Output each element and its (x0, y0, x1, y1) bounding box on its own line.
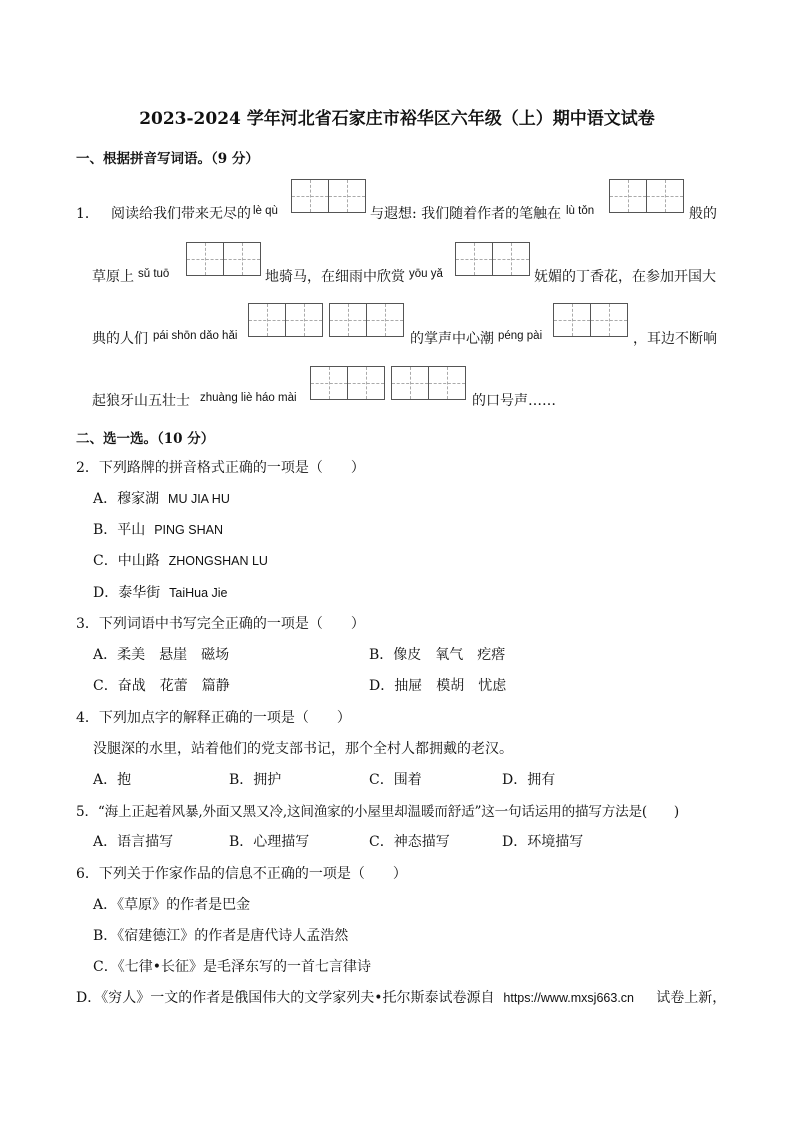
answer-cell[interactable] (328, 179, 366, 213)
answer-cell[interactable] (646, 179, 684, 213)
pinyin: lù tǒn (566, 205, 595, 217)
question-text: ，耳边不断响 (633, 331, 717, 347)
answer-box-group[interactable] (291, 179, 364, 213)
answer-box-group[interactable] (186, 242, 259, 276)
option-a[interactable]: A．《草原》的作者是巴金 (93, 897, 251, 913)
option-d[interactable]: D．泰华街 TaiHua Jie (93, 585, 228, 601)
answer-cell[interactable] (347, 366, 385, 400)
answer-cell[interactable] (455, 242, 493, 276)
question-text: 妩媚的丁香花，在参加开国大 (534, 269, 716, 285)
option-c[interactable]: C．神态描写 (369, 834, 450, 850)
question-text: 起狼牙山五壮士 (92, 393, 190, 409)
section-heading-2: 二、选一选。（10 分） (76, 431, 215, 447)
question-text: 地骑马，在细雨中欣赏 (265, 269, 405, 285)
answer-cell[interactable] (553, 303, 591, 337)
source-link[interactable]: https://www.mxsj663.cn (503, 991, 634, 1005)
option-a[interactable]: A．抱 (93, 772, 132, 788)
option-b[interactable]: B．心理描写 (229, 834, 310, 850)
option-c[interactable]: C．《七律•长征》是毛泽东写的一首七言律诗 (93, 959, 371, 975)
question-stem: 3．下列词语中书写完全正确的一项是（ ） (76, 616, 365, 632)
option-d[interactable]: D．《穷人》一文的作者是俄国伟大的文学家列夫•托尔斯泰试卷源自 https://www.mxsj663.cn 试卷上新， (76, 990, 727, 1006)
pinyin: péng pài (498, 330, 543, 342)
answer-cell[interactable] (248, 303, 286, 337)
answer-cell[interactable] (310, 366, 348, 400)
answer-cell[interactable] (391, 366, 429, 400)
question-sentence: 没腿深的水里，站着他们的党支部书记，那个全村人都拥戴的老汉。 (93, 741, 513, 757)
option-c[interactable]: C．奋战 花蕾 篇静 (93, 678, 230, 694)
answer-cell[interactable] (291, 179, 329, 213)
question-text: 草原上 (92, 269, 134, 285)
answer-cell[interactable] (186, 242, 224, 276)
option-b[interactable]: B．平山 PING SHAN (93, 522, 223, 538)
answer-cell[interactable] (285, 303, 323, 337)
question-text: 的口号声…… (472, 393, 556, 409)
question-text: 与遐想: 我们随着作者的笔触在 (370, 206, 562, 222)
question-text: 般的 (689, 206, 717, 222)
option-a[interactable]: A．柔美 悬崖 磁场 (93, 647, 230, 663)
option-c[interactable]: C．中山路 ZHONGSHAN LU (93, 553, 268, 569)
question-stem: 5．“海上正起着风暴,外面又黑又冷,这间渔家的小屋里却温暖而舒适”这一句话运用的描写方法是( ) (76, 804, 679, 820)
pinyin: yōu yǎ (409, 268, 443, 280)
answer-box-group[interactable] (553, 303, 626, 337)
option-b[interactable]: B．《宿建德江》的作者是唐代诗人孟浩然 (93, 928, 349, 944)
pinyin: zhuàng liè háo mài (200, 392, 297, 404)
answer-box-group[interactable] (391, 366, 464, 400)
answer-cell[interactable] (366, 303, 404, 337)
answer-box-group[interactable] (248, 303, 321, 337)
question-stem: 2．下列路牌的拼音格式正确的一项是（ ） (76, 460, 365, 476)
option-d[interactable]: D．抽屉 模胡 忧虑 (369, 678, 507, 694)
answer-box-group[interactable] (329, 303, 402, 337)
answer-box-group[interactable] (609, 179, 682, 213)
pinyin: pái shōn dǎo hǎi (153, 330, 238, 342)
answer-cell[interactable] (590, 303, 628, 337)
answer-cell[interactable] (223, 242, 261, 276)
option-c[interactable]: C．围着 (369, 772, 422, 788)
answer-cell[interactable] (609, 179, 647, 213)
option-a[interactable]: A．语言描写 (93, 834, 174, 850)
question-text: 的掌声中心潮 (410, 331, 494, 347)
page-title: 2023-2024 学年河北省石家庄市裕华区六年级（上）期中语文试卷 (139, 109, 655, 129)
section-heading-1: 一、根据拼音写词语。（9 分） (76, 151, 259, 167)
question-stem: 4．下列加点字的解释正确的一项是（ ） (76, 710, 351, 726)
answer-box-group[interactable] (455, 242, 528, 276)
question-text: 阅读给我们带来无尽的 (111, 206, 251, 222)
answer-cell[interactable] (329, 303, 367, 337)
option-b[interactable]: B．拥护 (229, 772, 282, 788)
pinyin: lè qù (253, 205, 278, 217)
option-d[interactable]: D．拥有 (502, 772, 556, 788)
answer-cell[interactable] (428, 366, 466, 400)
answer-cell[interactable] (492, 242, 530, 276)
question-text: 典的人们 (92, 331, 148, 347)
question-stem: 6．下列关于作家作品的信息不正确的一项是（ ） (76, 866, 407, 882)
option-d[interactable]: D．环境描写 (502, 834, 584, 850)
answer-box-group[interactable] (310, 366, 383, 400)
pinyin: sǔ tuō (138, 268, 170, 280)
question-number: 1． (76, 206, 99, 222)
option-a[interactable]: A．穆家湖 MU JIA HU (93, 491, 230, 507)
option-b[interactable]: B．像皮 氧气 疙瘩 (369, 647, 506, 663)
